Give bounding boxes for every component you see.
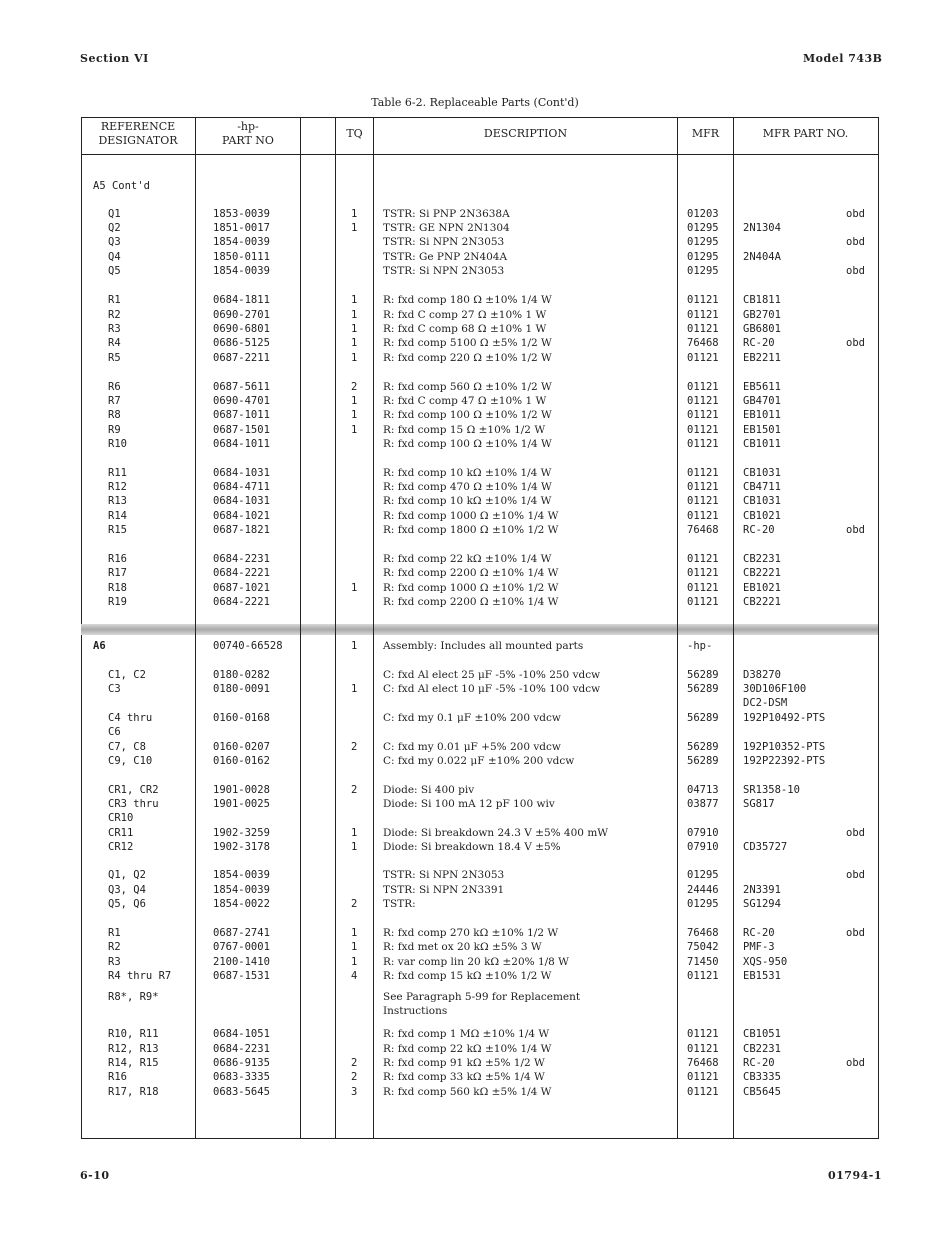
row-43-desc: R: fxd comp 15 kΩ ±10% 1/2 W xyxy=(383,970,552,982)
row-28-mfrpart: 192P10492-PTS xyxy=(743,712,826,724)
row-24-desc: Assembly: Includes all mounted parts xyxy=(383,640,584,652)
row-11-tq: 1 xyxy=(351,395,358,407)
row-31-desc: C: fxd my 0.022 μF ±10% 200 vdcw xyxy=(383,755,575,767)
row-36-part: 1902-3178 xyxy=(213,841,270,853)
row-30-mfrpart: 192P10352-PTS xyxy=(743,741,826,753)
row-40-tq: 1 xyxy=(351,927,358,939)
row-2-mfr: 01295 xyxy=(687,236,719,248)
row-22-mfr: 01121 xyxy=(687,582,719,594)
row-36-mfr: 07910 xyxy=(687,841,719,853)
row-20-part: 0684-2231 xyxy=(213,553,270,565)
row-19-mfrpart: RC-20 xyxy=(743,524,775,536)
row-26-ref: C3 xyxy=(108,683,121,695)
row-8-desc: R: fxd comp 5100 Ω ±5% 1/2 W xyxy=(383,337,552,349)
row-1-desc: TSTR: GE NPN 2N1304 xyxy=(383,222,510,234)
row-14-ref: R10 xyxy=(108,438,127,450)
row-47-part: 0684-2231 xyxy=(213,1043,270,1055)
row-20-ref: R16 xyxy=(108,553,127,565)
row-3-part: 1850-0111 xyxy=(213,251,270,263)
row-26-mfr: 56289 xyxy=(687,683,719,695)
row-37-part: 1854-0039 xyxy=(213,869,270,881)
row-7-mfrpart: GB6801 xyxy=(743,323,781,335)
col-divider-4 xyxy=(373,117,374,1139)
col-divider-1 xyxy=(195,117,196,1139)
row-25-mfrpart: D38270 xyxy=(743,669,781,681)
col-header-ref-line2: DESIGNATOR xyxy=(98,134,178,147)
col-header-part-line1: -hp- xyxy=(237,120,259,133)
row-8-ref: R4 xyxy=(108,337,121,349)
row-48-mfr: 76468 xyxy=(687,1057,719,1069)
row-47-ref: R12, R13 xyxy=(108,1043,159,1055)
row-48-desc: R: fxd comp 91 kΩ ±5% 1/2 W xyxy=(383,1057,545,1069)
row-32-tq: 2 xyxy=(351,784,358,796)
row-48-tq: 2 xyxy=(351,1057,358,1069)
row-20-desc: R: fxd comp 22 kΩ ±10% 1/4 W xyxy=(383,553,552,565)
row-6-ref: R2 xyxy=(108,309,121,321)
row-16-mfr: 01121 xyxy=(687,481,719,493)
row-43-part: 0687-1531 xyxy=(213,970,270,982)
row-4-ref: Q5 xyxy=(108,265,121,277)
row-0-tq: 1 xyxy=(351,208,358,220)
row-31-mfr: 56289 xyxy=(687,755,719,767)
row-45-desc: Instructions xyxy=(383,1005,448,1017)
row-46-mfrpart: CB1051 xyxy=(743,1028,781,1040)
row-26-mfrpart: 30D106F100 xyxy=(743,683,807,695)
row-36-mfrpart: CD35727 xyxy=(743,841,788,853)
row-38-ref: Q3, Q4 xyxy=(108,884,146,896)
row-34-ref: CR10 xyxy=(108,812,134,824)
row-42-mfrpart: XQS-950 xyxy=(743,956,788,968)
row-9-part: 0687-2211 xyxy=(213,352,270,364)
row-25-desc: C: fxd Al elect 25 μF -5% -10% 250 vdcw xyxy=(383,669,601,681)
row-19-mfr: 76468 xyxy=(687,524,719,536)
section-separator xyxy=(81,624,878,635)
row-12-ref: R8 xyxy=(108,409,121,421)
row-30-part: 0160-0207 xyxy=(213,741,270,753)
row-1-mfrpart: 2N1304 xyxy=(743,222,781,234)
row-50-desc: R: fxd comp 560 kΩ ±5% 1/4 W xyxy=(383,1086,552,1098)
row-21-ref: R17 xyxy=(108,567,127,579)
row-0-mfr: 01203 xyxy=(687,208,719,220)
row-11-mfrpart: GB4701 xyxy=(743,395,781,407)
col-divider-5 xyxy=(677,117,678,1139)
row-39-tq: 2 xyxy=(351,898,358,910)
row-50-ref: R17, R18 xyxy=(108,1086,159,1098)
row-40-ref: R1 xyxy=(108,927,121,939)
row-12-mfrpart: EB1011 xyxy=(743,409,781,421)
row-17-mfr: 01121 xyxy=(687,495,719,507)
row-2-note: obd xyxy=(846,236,865,248)
row-31-ref: C9, C10 xyxy=(108,755,153,767)
row-32-mfr: 04713 xyxy=(687,784,719,796)
row-32-desc: Diode: Si 400 piv xyxy=(383,784,475,796)
row-10-mfrpart: EB5611 xyxy=(743,381,781,393)
row-17-desc: R: fxd comp 10 kΩ ±10% 1/4 W xyxy=(383,495,552,507)
row-44-desc: See Paragraph 5-99 for Replacement xyxy=(383,991,581,1003)
row-6-tq: 1 xyxy=(351,309,358,321)
row-39-ref: Q5, Q6 xyxy=(108,898,146,910)
row-5-part: 0684-1811 xyxy=(213,294,270,306)
row-30-ref: C7, C8 xyxy=(108,741,146,753)
row-14-mfr: 01121 xyxy=(687,438,719,450)
row-18-mfrpart: CB1021 xyxy=(743,510,781,522)
row-30-tq: 2 xyxy=(351,741,358,753)
row-41-desc: R: fxd met ox 20 kΩ ±5% 3 W xyxy=(383,941,542,953)
row-8-note: obd xyxy=(846,337,865,349)
row-28-part: 0160-0168 xyxy=(213,712,270,724)
row-4-mfr: 01295 xyxy=(687,265,719,277)
row-3-ref: Q4 xyxy=(108,251,121,263)
col-divider-2 xyxy=(300,117,301,1139)
row-39-mfr: 01295 xyxy=(687,898,719,910)
row-44-ref: R8*, R9* xyxy=(108,991,159,1003)
row-12-desc: R: fxd comp 100 Ω ±10% 1/2 W xyxy=(383,409,552,421)
row-6-desc: R: fxd C comp 27 Ω ±10% 1 W xyxy=(383,309,547,321)
row-5-mfr: 01121 xyxy=(687,294,719,306)
row-39-mfrpart: SG1294 xyxy=(743,898,781,910)
row-40-mfr: 76468 xyxy=(687,927,719,939)
row-0-ref: Q1 xyxy=(108,208,121,220)
row-23-ref: R19 xyxy=(108,596,127,608)
row-9-tq: 1 xyxy=(351,352,358,364)
row-37-desc: TSTR: Si NPN 2N3053 xyxy=(383,869,505,881)
row-43-ref: R4 thru R7 xyxy=(108,970,172,982)
row-33-part: 1901-0025 xyxy=(213,798,270,810)
row-9-desc: R: fxd comp 220 Ω ±10% 1/2 W xyxy=(383,352,552,364)
row-39-part: 1854-0022 xyxy=(213,898,270,910)
row-10-ref: R6 xyxy=(108,381,121,393)
row-13-desc: R: fxd comp 15 Ω ±10% 1/2 W xyxy=(383,424,546,436)
row-14-part: 0684-1011 xyxy=(213,438,270,450)
row-9-mfr: 01121 xyxy=(687,352,719,364)
row-42-part: 2100-1410 xyxy=(213,956,270,968)
row-13-ref: R9 xyxy=(108,424,121,436)
row-7-desc: R: fxd C comp 68 Ω ±10% 1 W xyxy=(383,323,547,335)
row-28-ref: C4 thru xyxy=(108,712,153,724)
row-13-part: 0687-1501 xyxy=(213,424,270,436)
row-19-part: 0687-1821 xyxy=(213,524,270,536)
row-15-desc: R: fxd comp 10 kΩ ±10% 1/4 W xyxy=(383,467,552,479)
row-11-desc: R: fxd C comp 47 Ω ±10% 1 W xyxy=(383,395,547,407)
table-caption: Table 6-2. Replaceable Parts (Cont'd) xyxy=(371,96,579,109)
row-11-part: 0690-4701 xyxy=(213,395,270,407)
row-23-mfr: 01121 xyxy=(687,596,719,608)
row-17-ref: R13 xyxy=(108,495,127,507)
row-5-mfrpart: CB1811 xyxy=(743,294,781,306)
row-50-tq: 3 xyxy=(351,1086,358,1098)
row-3-mfrpart: 2N404A xyxy=(743,251,781,263)
row-33-mfrpart: SG817 xyxy=(743,798,775,810)
row-8-part: 0686-5125 xyxy=(213,337,270,349)
row-13-mfrpart: EB1501 xyxy=(743,424,781,436)
row-23-desc: R: fxd comp 2200 Ω ±10% 1/4 W xyxy=(383,596,559,608)
row-4-note: obd xyxy=(846,265,865,277)
col-header-part xyxy=(196,120,300,148)
row-19-note: obd xyxy=(846,524,865,536)
row-3-mfr: 01295 xyxy=(687,251,719,263)
row-28-mfr: 56289 xyxy=(687,712,719,724)
col-header-desc: DESCRIPTION xyxy=(483,127,568,140)
row-1-tq: 1 xyxy=(351,222,358,234)
row-37-note: obd xyxy=(846,869,865,881)
row-35-desc: Diode: Si breakdown 24.3 V ±5% 400 mW xyxy=(383,827,609,839)
row-50-part: 0683-5645 xyxy=(213,1086,270,1098)
row-15-part: 0684-1031 xyxy=(213,467,270,479)
row-36-tq: 1 xyxy=(351,841,358,853)
row-22-ref: R18 xyxy=(108,582,127,594)
row-23-part: 0684-2221 xyxy=(213,596,270,608)
row-22-part: 0687-1021 xyxy=(213,582,270,594)
row-49-mfr: 01121 xyxy=(687,1071,719,1083)
col-header-mfr: MFR xyxy=(691,127,720,140)
row-24-part: 00740-66528 xyxy=(213,640,283,652)
row-43-mfrpart: EB1531 xyxy=(743,970,781,982)
row-33-ref: CR3 thru xyxy=(108,798,159,810)
row-31-part: 0160-0162 xyxy=(213,755,270,767)
row-35-ref: CR11 xyxy=(108,827,134,839)
row-48-note: obd xyxy=(846,1057,865,1069)
row-41-ref: R2 xyxy=(108,941,121,953)
row-16-ref: R12 xyxy=(108,481,127,493)
row-2-part: 1854-0039 xyxy=(213,236,270,248)
row-15-mfr: 01121 xyxy=(687,467,719,479)
col-header-part-line2: PART NO xyxy=(222,134,274,147)
row-8-mfr: 76468 xyxy=(687,337,719,349)
row-14-desc: R: fxd comp 100 Ω ±10% 1/4 W xyxy=(383,438,552,450)
row-37-ref: Q1, Q2 xyxy=(108,869,146,881)
row-21-mfrpart: CB2221 xyxy=(743,567,781,579)
row-11-mfr: 01121 xyxy=(687,395,719,407)
row-50-mfrpart: CB5645 xyxy=(743,1086,781,1098)
row-48-part: 0686-9135 xyxy=(213,1057,270,1069)
row-22-desc: R: fxd comp 1000 Ω ±10% 1/2 W xyxy=(383,582,559,594)
row-17-part: 0684-1031 xyxy=(213,495,270,507)
row-16-part: 0684-4711 xyxy=(213,481,270,493)
row-0-part: 1853-0039 xyxy=(213,208,270,220)
row-40-desc: R: fxd comp 270 kΩ ±10% 1/2 W xyxy=(383,927,559,939)
row-48-ref: R14, R15 xyxy=(108,1057,159,1069)
row-46-part: 0684-1051 xyxy=(213,1028,270,1040)
row-30-desc: C: fxd my 0.01 μF +5% 200 vdcw xyxy=(383,741,561,753)
col-divider-3 xyxy=(335,117,336,1139)
row-0-note: obd xyxy=(846,208,865,220)
row-32-part: 1901-0028 xyxy=(213,784,270,796)
row-2-ref: Q3 xyxy=(108,236,121,248)
row-47-desc: R: fxd comp 22 kΩ ±10% 1/4 W xyxy=(383,1043,552,1055)
row-0-desc: TSTR: Si PNP 2N3638A xyxy=(383,208,510,220)
row-50-mfr: 01121 xyxy=(687,1086,719,1098)
row-12-part: 0687-1011 xyxy=(213,409,270,421)
row-41-part: 0767-0001 xyxy=(213,941,270,953)
row-33-desc: Diode: Si 100 mA 12 pF 100 wiv xyxy=(383,798,555,810)
row-22-tq: 1 xyxy=(351,582,358,594)
row-28-desc: C: fxd my 0.1 μF ±10% 200 vdcw xyxy=(383,712,561,724)
col-divider-6 xyxy=(733,117,734,1139)
row-33-mfr: 03877 xyxy=(687,798,719,810)
row-24-mfr: -hp- xyxy=(687,640,713,652)
row-10-mfr: 01121 xyxy=(687,381,719,393)
row-36-desc: Diode: Si breakdown 18.4 V ±5% xyxy=(383,841,561,853)
col-header-ref-line1: REFERENCE xyxy=(100,120,176,133)
row-49-desc: R: fxd comp 33 kΩ ±5% 1/4 W xyxy=(383,1071,545,1083)
row-1-mfr: 01295 xyxy=(687,222,719,234)
row-36-ref: CR12 xyxy=(108,841,134,853)
row-26-part: 0180-0091 xyxy=(213,683,270,695)
row-15-ref: R11 xyxy=(108,467,127,479)
row-35-note: obd xyxy=(846,827,865,839)
row-42-desc: R: var comp lin 20 kΩ ±20% 1/8 W xyxy=(383,956,569,968)
row-6-mfrpart: GB2701 xyxy=(743,309,781,321)
row-43-tq: 4 xyxy=(351,970,358,982)
row-38-mfr: 24446 xyxy=(687,884,719,896)
row-7-ref: R3 xyxy=(108,323,121,335)
row-25-ref: C1, C2 xyxy=(108,669,146,681)
row-12-mfr: 01121 xyxy=(687,409,719,421)
col-header-tq: TQ xyxy=(346,127,363,140)
row-11-ref: R7 xyxy=(108,395,121,407)
row-6-mfr: 01121 xyxy=(687,309,719,321)
row-14-mfrpart: CB1011 xyxy=(743,438,781,450)
row-18-ref: R14 xyxy=(108,510,127,522)
section-header: Section VI xyxy=(80,52,149,65)
row-25-part: 0180-0282 xyxy=(213,669,270,681)
row-41-mfrpart: PMF-3 xyxy=(743,941,775,953)
row-49-ref: R16 xyxy=(108,1071,127,1083)
row-29-ref: C6 xyxy=(108,726,121,738)
row-9-mfrpart: EB2211 xyxy=(743,352,781,364)
row-16-desc: R: fxd comp 470 Ω ±10% 1/4 W xyxy=(383,481,552,493)
row-8-tq: 1 xyxy=(351,337,358,349)
row-49-part: 0683-3335 xyxy=(213,1071,270,1083)
row-27-mfrpart: DC2-DSM xyxy=(743,697,788,709)
row-24-tq: 1 xyxy=(351,640,358,652)
row-32-ref: CR1, CR2 xyxy=(108,784,159,796)
row-5-tq: 1 xyxy=(351,294,358,306)
row-40-part: 0687-2741 xyxy=(213,927,270,939)
row-41-mfr: 75042 xyxy=(687,941,719,953)
row-42-mfr: 71450 xyxy=(687,956,719,968)
document-number: 01794-1 xyxy=(828,1169,882,1182)
row-9-ref: R5 xyxy=(108,352,121,364)
row-7-tq: 1 xyxy=(351,323,358,335)
row-6-part: 0690-2701 xyxy=(213,309,270,321)
row-3-desc: TSTR: Ge PNP 2N404A xyxy=(383,251,508,263)
row-48-mfrpart: RC-20 xyxy=(743,1057,775,1069)
row-39-desc: TSTR: xyxy=(383,898,416,910)
row-49-tq: 2 xyxy=(351,1071,358,1083)
row-32-mfrpart: SR1358-10 xyxy=(743,784,800,796)
row-49-mfrpart: CB3335 xyxy=(743,1071,781,1083)
row-47-mfrpart: CB2231 xyxy=(743,1043,781,1055)
row-5-ref: R1 xyxy=(108,294,121,306)
row-19-desc: R: fxd comp 1800 Ω ±10% 1/2 W xyxy=(383,524,559,536)
row-15-mfrpart: CB1031 xyxy=(743,467,781,479)
row-26-desc: C: fxd Al elect 10 μF -5% -10% 100 vdcw xyxy=(383,683,601,695)
row-38-part: 1854-0039 xyxy=(213,884,270,896)
row-18-desc: R: fxd comp 1000 Ω ±10% 1/4 W xyxy=(383,510,559,522)
row-20-mfr: 01121 xyxy=(687,553,719,565)
row-13-mfr: 01121 xyxy=(687,424,719,436)
row-8-mfrpart: RC-20 xyxy=(743,337,775,349)
row-30-mfr: 56289 xyxy=(687,741,719,753)
row-21-part: 0684-2221 xyxy=(213,567,270,579)
col-header-ref xyxy=(82,120,194,148)
row-35-mfr: 07910 xyxy=(687,827,719,839)
row-19-ref: R15 xyxy=(108,524,127,536)
row-47-mfr: 01121 xyxy=(687,1043,719,1055)
row-26-tq: 1 xyxy=(351,683,358,695)
row-22-mfrpart: EB1021 xyxy=(743,582,781,594)
row-10-part: 0687-5611 xyxy=(213,381,270,393)
row-1-part: 1851-0017 xyxy=(213,222,270,234)
row-10-desc: R: fxd comp 560 Ω ±10% 1/2 W xyxy=(383,381,552,393)
row-18-part: 0684-1021 xyxy=(213,510,270,522)
row-38-desc: TSTR: Si NPN 2N3391 xyxy=(383,884,505,896)
row-16-mfrpart: CB4711 xyxy=(743,481,781,493)
row-23-mfrpart: CB2221 xyxy=(743,596,781,608)
model-header: Model 743B xyxy=(803,52,883,65)
row-31-mfrpart: 192P22392-PTS xyxy=(743,755,826,767)
row-20-mfrpart: CB2231 xyxy=(743,553,781,565)
row-1-ref: Q2 xyxy=(108,222,121,234)
row-40-mfrpart: RC-20 xyxy=(743,927,775,939)
row-4-desc: TSTR: Si NPN 2N3053 xyxy=(383,265,505,277)
header-divider xyxy=(81,154,878,155)
row-41-tq: 1 xyxy=(351,941,358,953)
row-40-note: obd xyxy=(846,927,865,939)
row-46-ref: R10, R11 xyxy=(108,1028,159,1040)
row-5-desc: R: fxd comp 180 Ω ±10% 1/4 W xyxy=(383,294,552,306)
row-24-ref: A6 xyxy=(93,640,106,652)
row-10-tq: 2 xyxy=(351,381,358,393)
section-label-a5: A5 Cont'd xyxy=(93,180,150,192)
row-4-part: 1854-0039 xyxy=(213,265,270,277)
row-21-desc: R: fxd comp 2200 Ω ±10% 1/4 W xyxy=(383,567,559,579)
col-header-mfrpart: MFR PART NO. xyxy=(762,127,849,140)
row-7-mfr: 01121 xyxy=(687,323,719,335)
page-number: 6-10 xyxy=(80,1169,110,1182)
row-21-mfr: 01121 xyxy=(687,567,719,579)
row-17-mfrpart: CB1031 xyxy=(743,495,781,507)
row-2-desc: TSTR: Si NPN 2N3053 xyxy=(383,236,505,248)
row-37-mfr: 01295 xyxy=(687,869,719,881)
row-35-tq: 1 xyxy=(351,827,358,839)
row-43-mfr: 01121 xyxy=(687,970,719,982)
row-35-part: 1902-3259 xyxy=(213,827,270,839)
row-18-mfr: 01121 xyxy=(687,510,719,522)
row-42-ref: R3 xyxy=(108,956,121,968)
row-13-tq: 1 xyxy=(351,424,358,436)
row-38-mfrpart: 2N3391 xyxy=(743,884,781,896)
row-42-tq: 1 xyxy=(351,956,358,968)
row-46-mfr: 01121 xyxy=(687,1028,719,1040)
row-46-desc: R: fxd comp 1 MΩ ±10% 1/4 W xyxy=(383,1028,550,1040)
row-12-tq: 1 xyxy=(351,409,358,421)
row-25-mfr: 56289 xyxy=(687,669,719,681)
row-7-part: 0690-6801 xyxy=(213,323,270,335)
